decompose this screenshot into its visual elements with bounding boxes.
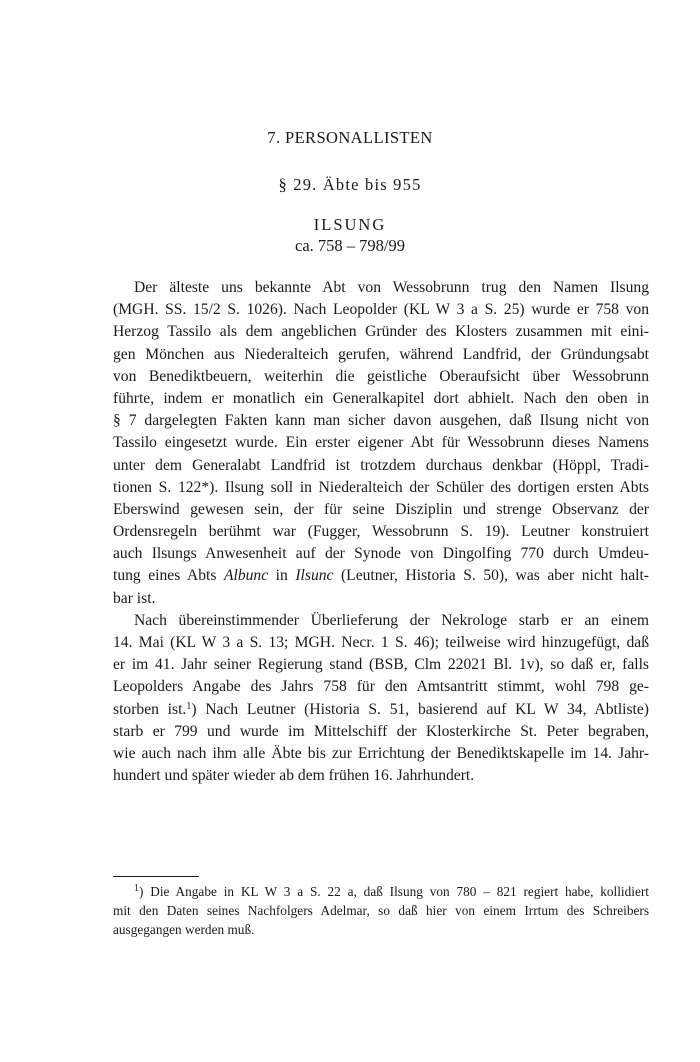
- text-line: Herzog Tassilo als dem angeblichen Gründer des Klosters zusammen mit eini-: [113, 323, 649, 341]
- text-line: Leopolders Angabe des Jahrs 758 für den Amtsantritt stimmt, wohl 798 ge-: [113, 678, 649, 696]
- footnote-line: mit den Daten seines Nachfolgers Adelmar, so daß hier von einem Irrtum des Schreibers: [113, 903, 649, 919]
- text-line: [113, 565, 649, 587]
- text-line: wie auch nach ihm alle Äbte bis zur Errichtung der Benediktskapelle im 14. Jahr-: [113, 744, 649, 762]
- text-line: Eberswind gewesen sein, der für seine Disziplin und strenge Observanz der: [113, 500, 649, 518]
- footnote-marker: 1: [134, 883, 139, 894]
- paragraph-1: [113, 277, 649, 610]
- text-line: auch Ilsungs Anwesenheit auf der Synode von Dingolfing 770 durch Umdeu-: [113, 545, 649, 563]
- text-line: (MGH. SS. 15/2 S. 1026). Nach Leopolder (KL W 3 a S. 25) wurde er 758 von: [113, 301, 649, 319]
- chapter-heading: 7. PERSONALLISTEN: [267, 128, 433, 147]
- footnote-separator: [113, 876, 199, 877]
- italic-term-albunc: Albunc: [223, 567, 269, 585]
- footnote: [113, 882, 649, 940]
- text-segment: (Leutner, Historia S. 50), was aber nicht halt-: [333, 567, 649, 585]
- text-segment: storben ist.: [113, 700, 187, 718]
- text-line: bar ist.: [113, 589, 156, 607]
- body-text: [113, 277, 649, 787]
- abbot-name: ILSUNG: [313, 215, 387, 234]
- text-line: Der älteste uns bekannte Abt von Wessobrunn trug den Namen Ilsung: [134, 279, 649, 296]
- text-segment: ) Die Angabe in KL W 3 a S. 22 a, daß Ilsung von 780 – 821 regiert habe, kollidiert: [139, 884, 649, 899]
- italic-term-ilsunc: Ilsunc: [295, 567, 334, 585]
- text-line: gen Mönchen aus Niederalteich gerufen, während Landfrid, der Gründungsabt: [113, 345, 649, 363]
- text-line: führte, indem er monatlich ein Generalkapitel dort abhielt. Nach den oben in: [113, 389, 649, 407]
- text-line: [113, 699, 649, 721]
- text-line: Tassilo eingesetzt wurde. Ein erster eigener Abt für Wessobrunn dieses Namens: [113, 434, 649, 452]
- abbot-dates: ca. 758 – 798/99: [295, 236, 405, 255]
- text-line: unter dem Generalabt Landfrid ist trotzdem durchaus denkbar (Höppl, Tradi-: [113, 456, 649, 474]
- text-segment: tung eines Abts: [113, 567, 224, 585]
- text-segment: ) Nach Leutner (Historia S. 51, basierend auf KL W 34, Abtliste): [191, 700, 650, 718]
- text-line: er im 41. Jahr seiner Regierung stand (BSB, Clm 22021 Bl. 1v), so daß er, falls: [113, 656, 649, 674]
- text-line: § 7 dargelegten Fakten kann man sicher davon ausgehen, daß Ilsung nicht von: [113, 412, 649, 430]
- text-line: hundert und später wieder ab dem frühen 16. Jahrhundert.: [113, 767, 475, 785]
- text-segment: in: [268, 567, 296, 585]
- text-line: 14. Mai (KL W 3 a S. 13; MGH. Necr. 1 S. 46); teilweise wird hinzugefügt, daß: [113, 634, 649, 651]
- text-line: Nach übereinstimmender Überlieferung der Nekrologe starb er an einem: [134, 611, 649, 629]
- footnote-line: ausgegangen werden muß.: [113, 922, 255, 938]
- section-heading: § 29. Äbte bis 955: [278, 175, 422, 194]
- paragraph-2: [113, 610, 649, 788]
- text-line: Ordensregeln berühmt war (Fugger, Wessobrunn S. 19). Leutner konstruiert: [113, 523, 649, 541]
- footnote-reference[interactable]: 1: [186, 700, 192, 712]
- text-line: starb er 799 und wurde im Mittelschiff der Klosterkirche St. Peter begraben,: [113, 722, 649, 740]
- text-line: von Benediktbeuern, weiterhin die geistliche Oberaufsicht über Wessobrunn: [113, 367, 649, 385]
- text-line: tionen S. 122*). Ilsung soll in Niederalteich der Schüler des dortigen ersten Abts: [113, 478, 649, 496]
- footnote-line: [113, 882, 649, 901]
